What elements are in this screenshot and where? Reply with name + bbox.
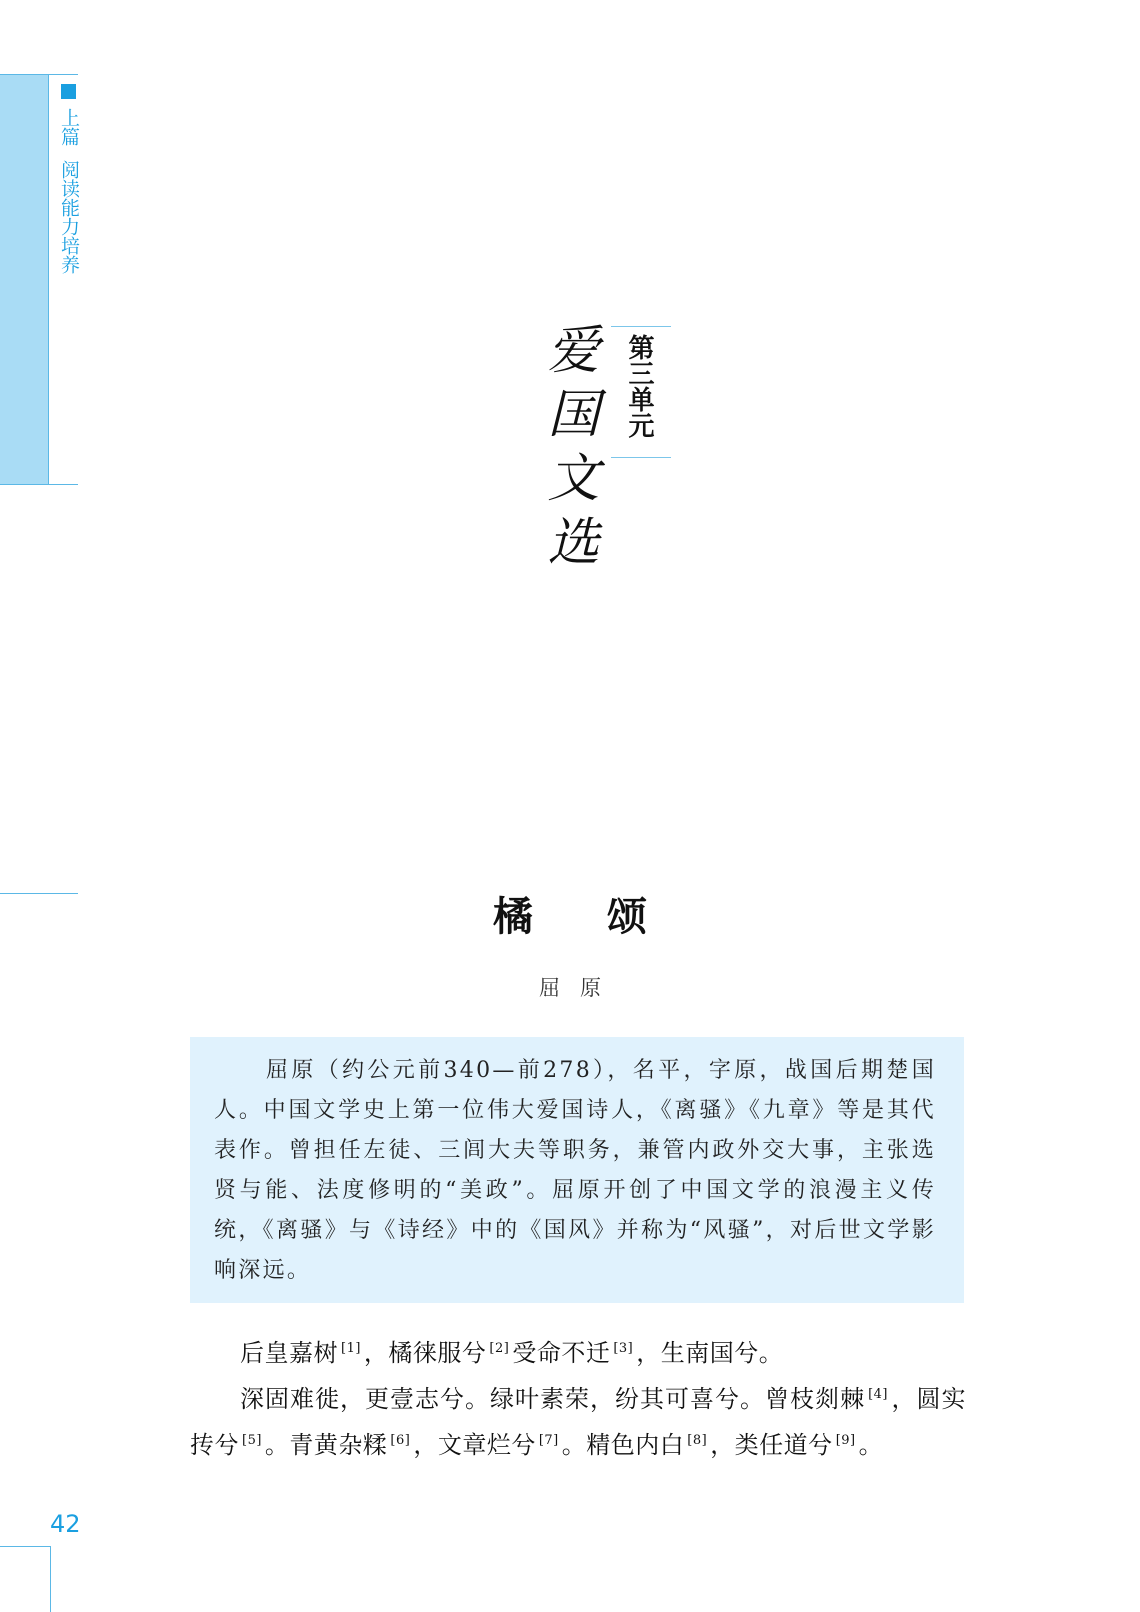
article-author: 屈原 <box>539 976 621 1000</box>
author-intro-box <box>190 1037 964 1303</box>
poem-paragraph <box>190 1374 966 1466</box>
square-icon <box>61 84 76 99</box>
poem-text: 后皇嘉树 <box>240 1339 338 1367</box>
poem-text: ，类任道兮 <box>710 1431 833 1459</box>
poem-text: 。 <box>858 1431 884 1459</box>
footnote-marker[interactable]: [5] <box>242 1433 262 1448</box>
side-nav-text <box>58 108 80 274</box>
article-title: 橘颂 <box>493 893 721 940</box>
poem-text: ，橘徕服兮 <box>363 1339 487 1367</box>
footnote-marker[interactable]: [4] <box>868 1387 888 1402</box>
footnote-marker[interactable]: [8] <box>687 1433 708 1448</box>
footnote-marker[interactable]: [9] <box>835 1433 856 1448</box>
page-number: 42 <box>50 1510 81 1538</box>
footnote-marker[interactable]: [3] <box>613 1341 634 1356</box>
footnote-marker[interactable]: [6] <box>390 1433 411 1448</box>
unit-label: 第三单元 <box>624 334 654 438</box>
poem-text: 深固难徙，更壹志兮。绿叶素荣，纷其可喜兮。曾枝剡棘 <box>240 1385 866 1413</box>
poem-body <box>190 1328 966 1466</box>
unit-title: 爱国文选 <box>538 322 598 578</box>
unit-rule-top <box>611 326 671 327</box>
poem-text: ，文章烂兮 <box>413 1431 536 1459</box>
poem-text: 受命不迁 <box>512 1339 611 1367</box>
poem-text: ，圆实抟兮 <box>190 1385 967 1459</box>
poem-text: ，生南国兮。 <box>636 1339 784 1367</box>
side-divider-vertical <box>48 74 49 484</box>
side-nav-part: 上篇 <box>58 108 80 146</box>
poem-text: 。青黄杂糅 <box>264 1431 388 1459</box>
footnote-marker[interactable]: [7] <box>538 1433 559 1448</box>
poem-paragraph <box>190 1328 966 1374</box>
footnote-marker[interactable]: [1] <box>341 1341 361 1356</box>
unit-rule-bottom <box>611 457 671 458</box>
footnote-marker[interactable]: [2] <box>489 1341 510 1356</box>
poem-text: 。精色内白 <box>561 1431 685 1459</box>
side-divider-middle <box>0 484 78 485</box>
footer-rule-horizontal <box>0 1546 50 1547</box>
side-band <box>0 74 48 484</box>
side-divider-top <box>0 74 78 75</box>
side-nav-section: 阅读能力培养 <box>58 160 80 274</box>
author-intro-text: 屈原（约公元前340—前278），名平，字原，战国后期楚国人。中国文学史上第一位伟大爱国诗人，《离骚》《九章》等是其代表作。曾担任左徒、三闾大夫等职务，兼管内政外交大事，主张选贤与能、法度修明的“美政”。屈原开创了中国文学的浪漫主义传统，《离骚》与《诗经》中的《国风》并称为“风骚”，对后世文学影响深远。 <box>214 1058 936 1283</box>
footer-rule-vertical <box>50 1546 51 1612</box>
